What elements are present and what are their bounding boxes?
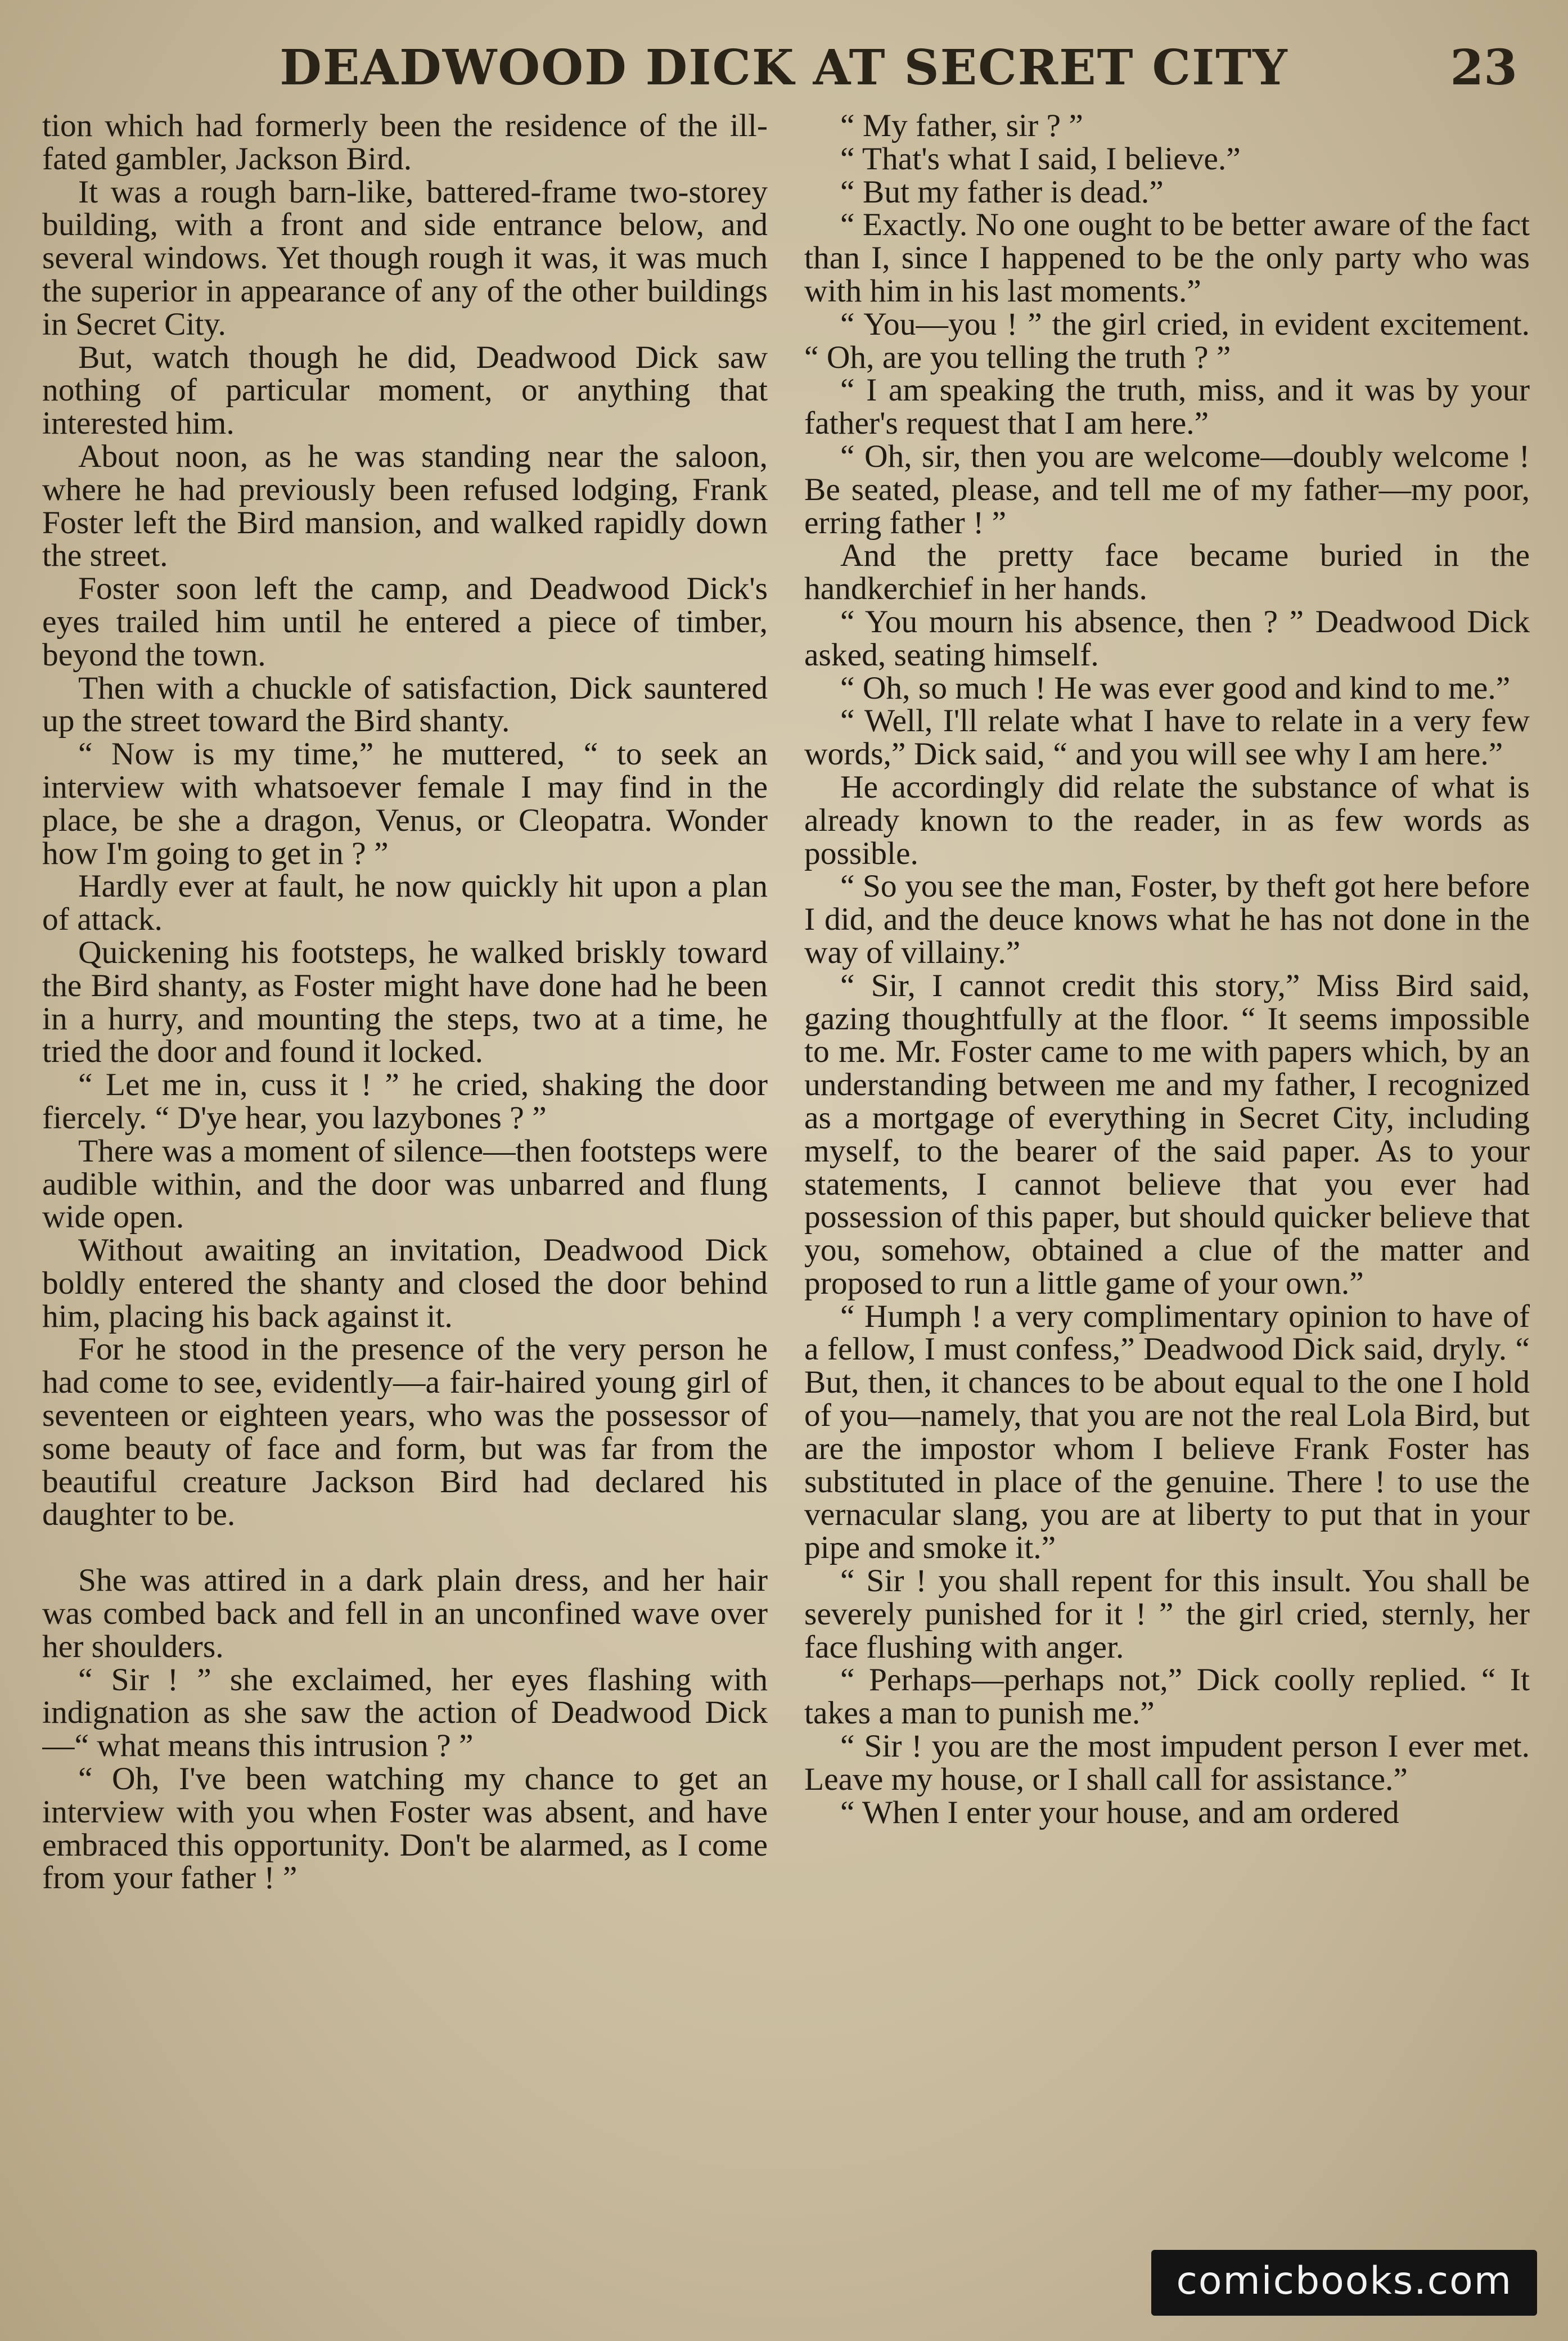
paragraph: “ Perhaps—perhaps not,” Dick coolly replied. “ It takes a man to punish me.” (804, 1662, 1530, 1731)
paragraph: “ You—you ! ” the girl cried, in evident excitement. “ Oh, are you telling the truth ? ” (804, 306, 1530, 375)
paragraph: “ Oh, sir, then you are welcome—doubly welcome ! Be seated, please, and tell me of my father—my poor, erring father ! ” (804, 438, 1530, 541)
paragraph: “ Sir, I cannot credit this story,” Miss Bird said, gazing thoughtfully at the floor. “ It seems impossible to me. Mr. Foster came to me with papers which, by an understanding between me and my father, I recognized as a mortgage of everything in Secret City, including myself, to the bearer of the said paper. As to your statements, I cannot believe that you ever had possession of this paper, but should quicker believe that you, somehow, obtained a clue of the matter and proposed to run a little game of your own.” (804, 967, 1530, 1301)
paragraph: About noon, as he was standing near the saloon, where he had previously been refused lodging, Frank Foster left the Bird mansion, and walked rapidly down the street. (42, 438, 768, 574)
paragraph: Hardly ever at fault, he now quickly hit upon a plan of attack. (42, 868, 768, 938)
paragraph: “ Humph ! a very complimentary opinion to have of a fellow, I must confess,” Deadwood Dick said, dryly. “ But, then, it chances to be about equal to the one I hold of you—namely, that you are not the real Lola Bird, but are the impostor whom I believe Frank Foster has substituted in place of the genuine. There ! to use the vernacular slang, you are at liberty to put that in your pipe and smoke it.” (804, 1298, 1530, 1566)
paragraph: “ Sir ! ” she exclaimed, her eyes flashing with indignation as she saw the action of Deadwood Dick—“ what means this intrusion ? ” (42, 1662, 768, 1764)
paragraph: But, watch though he did, Deadwood Dick saw nothing of particular moment, or anything that interested him. (42, 339, 768, 442)
paragraph: She was attired in a dark plain dress, and her hair was combed back and fell in an unconfined wave over her shoulders. (42, 1563, 768, 1664)
paragraph: “ Let me in, cuss it ! ” he cried, shaking the door fiercely. “ D'ye hear, you lazybones ? ” (42, 1067, 768, 1136)
paragraph: tion which had formerly been the residence of the ill-fated gambler, Jackson Bird. (42, 110, 768, 177)
paragraph: There was a moment of silence—then footsteps were audible within, and the door was unbarred and flung wide open. (42, 1133, 768, 1235)
paragraph: Without awaiting an invitation, Deadwood Dick boldly entered the shanty and closed the door behind him, placing his back against it. (42, 1232, 768, 1334)
page-number: 23 (1450, 39, 1517, 96)
paragraph: “ Exactly. No one ought to be better aware of the fact than I, since I happened to be the only party who was with him in his last moments.” (804, 207, 1530, 309)
right-column (804, 110, 1530, 2241)
paragraph: “ Sir ! you shall repent for this insult. You shall be severely punished for it ! ” the girl cried, sternly, her face flushing with anger. (804, 1563, 1530, 1665)
paragraph: He accordingly did relate the substance of what is already known to the reader, in as few words as possible. (804, 769, 1530, 871)
paragraph: “ When I enter your house, and am ordered (840, 1794, 1399, 1830)
section-gap (42, 1532, 768, 1564)
paragraph: Then with a chuckle of satisfaction, Dick sauntered up the street toward the Bird shanty. (42, 670, 768, 739)
watermark-label: comicbooks.com (1151, 2250, 1537, 2316)
paragraph: “ So you see the man, Foster, by theft got here before I did, and the deuce knows what he has not done in the way of villainy.” (804, 868, 1530, 970)
paragraph: “ I am speaking the truth, miss, and it was by your father's request that I am here.” (804, 372, 1530, 442)
paragraph: Quickening his footsteps, he walked briskly toward the Bird shanty, as Foster might have done had he been in a hurry, and mounting the steps, two at a time, he tried the door and found it locked. (42, 934, 768, 1070)
paragraph: Foster soon left the camp, and Deadwood Dick's eyes trailed him until he entered a piece of timber, beyond the town. (42, 571, 768, 673)
page-header (0, 39, 1568, 101)
paragraph: “ My father, sir ? ” (840, 110, 1083, 143)
running-title: DEADWOOD DICK AT SECRET CITY (280, 39, 1288, 96)
paragraph: “ You mourn his absence, then ? ” Deadwood Dick asked, seating himself. (804, 604, 1530, 673)
paragraph: “ Sir ! you are the most impudent person I ever met. Leave my house, or I shall call for assistance.” (804, 1728, 1530, 1797)
paragraph: “ Well, I'll relate what I have to relate in a very few words,” Dick said, “ and you will see why I am here.” (804, 703, 1530, 772)
paragraph: “ That's what I said, I believe.” (840, 141, 1241, 177)
paragraph: For he stood in the presence of the very person he had come to see, evidently—a fair-haired young girl of seventeen or eighteen years, who was the possessor of some beauty of face and form, but was far from the beautiful creature Jackson Bird had declared his daughter to be. (42, 1331, 768, 1533)
paragraph: “ But my father is dead.” (840, 174, 1164, 210)
left-column (42, 110, 768, 2241)
paragraph: “ Oh, so much ! He was ever good and kind to me.” (840, 670, 1511, 706)
paragraph: It was a rough barn-like, battered-frame two-storey building, with a front and side entrance below, and several windows. Yet though rough it was, it was much the superior in appearance of any of the other buildings in Secret City. (42, 174, 768, 342)
paragraph: “ Oh, I've been watching my chance to get an interview with you when Foster was absent, and have embraced this opportunity. Don't be alarmed, as I come from your father ! ” (42, 1761, 768, 1896)
paragraph: And the pretty face became buried in the handkerchief in her hands. (804, 538, 1530, 607)
paragraph: “ Now is my time,” he muttered, “ to seek an interview with whatsoever female I may find in the place, be she a dragon, Venus, or Cleopatra. Wonder how I'm going to get in ? ” (42, 736, 768, 871)
